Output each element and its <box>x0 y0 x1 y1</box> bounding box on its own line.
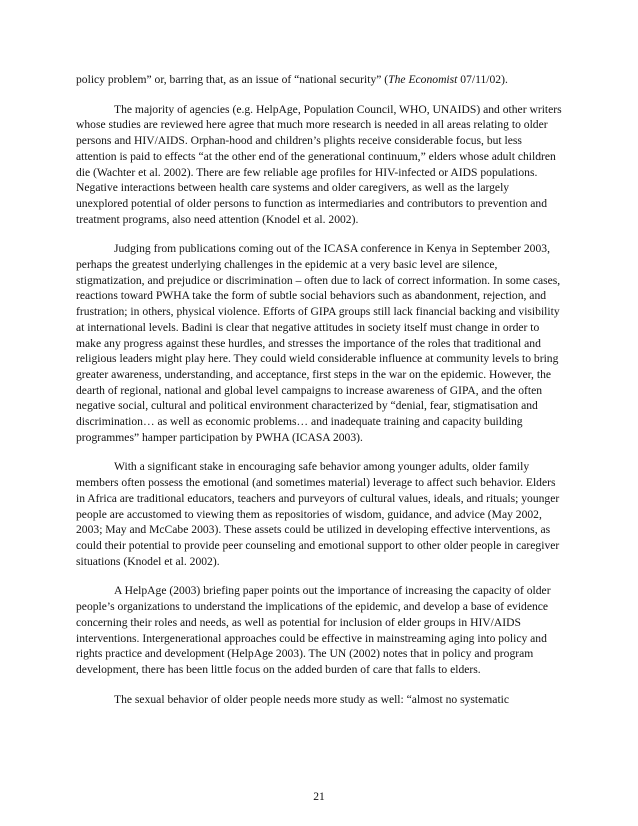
page-number: 21 <box>313 790 325 803</box>
body-text <box>76 72 564 721</box>
paragraph-sexual-behavior: The sexual behavior of older people needs more study as well: “almost no systematic <box>114 692 510 706</box>
paragraph-icasa: Judging from publications coming out of the ICASA conference in Kenya in September 2003, perhaps the greatest underlying challenges in the epidemic at a very basic level are silence, stigmatization, and prejudice or discrimination – often due to lack of correct information. In some cases, reactions toward PWHA take the form of subtle social behaviors such as abandonment, rejection, and frustration; in others, physical violence. Efforts of GIPA groups still lack financial backing and visibility at international levels. Badini is clear that negative attitudes in society itself must change in order to make any progress against these hurdles, and stresses the importance of the roles that traditional and religious leaders might play here. They could wield considerable influence at community levels to bring greater awareness, understanding, and acceptance, first steps in the war on the epidemic. However, the dearth of regional, national and global level campaigns to increase awareness of GIPA, and the often negative social, cultural and political environment characterized by “denial, fear, stigmatisation and discrimination… as well as economic problems… and inadequate training and capacity building programmes” hamper participation by PWHA (ICASA 2003). <box>76 242 561 444</box>
paragraph-0-date: 07/11/02). <box>457 73 508 86</box>
paragraph-helpage: A HelpAge (2003) briefing paper points out the importance of increasing the capacity of older people’s organizations to understand the implications of the epidemic, and develop a base of evidence concerning their roles and needs, as well as potential for inclusion of elder groups in HIV/AIDS interventions. Intergenerational approaches could be effective in mainstreaming aging into policy and rights practice and development (HelpAge 2003). The UN (2002) notes that in policy and program development, there has been little focus on the added burden of care that falls to elders. <box>76 584 551 676</box>
publication-title: The Economist <box>388 73 458 86</box>
paragraph-0-text: policy problem” or, barring that, as an issue of “national security” ( <box>76 73 389 86</box>
paragraph-continued <box>76 72 564 88</box>
paragraph-agencies: The majority of agencies (e.g. HelpAge, Population Council, WHO, UNAIDS) and other writers whose studies are reviewed here agree that much more research is needed in all areas relating to older persons and HIV/AIDS. Orphan-hood and children’s plights receive considerable focus, but less attention is paid to effects “at the other end of the generational continuum,” elders whose adult children die (Wachter et al. 2002). There are few reliable age profiles for HIV-infected or AIDS populations. Negative interactions between health care systems and older caregivers, as well as the largely unexplored potential of older persons to function as intermediaries and contributors to prevention and treatment programs, also need attention (Knodel et al. 2002). <box>76 102 562 226</box>
paragraph-safe-behavior: With a significant stake in encouraging safe behavior among younger adults, older family members often possess the emotional (and sometimes material) leverage to affect such behavior. Elders in Africa are traditional educators, teachers and purveyors of cultural values, ideals, and rituals; younger people are accustomed to viewing them as repositories of wisdom, guidance, and advice (May 2002, 2003; May and McCabe 2003). These assets could be utilized in developing effective interventions, as could their potential to provide peer counseling and emotional support to other older people in caregiver situations (Knodel et al. 2002). <box>76 460 560 568</box>
